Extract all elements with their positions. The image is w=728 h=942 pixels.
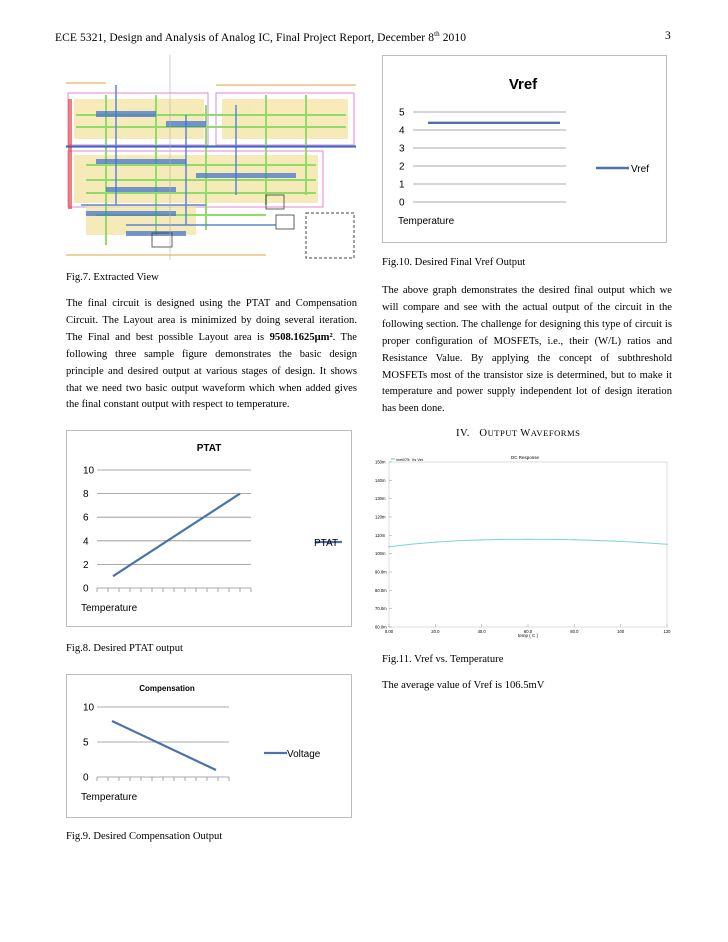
sim-x-tick-label: 0.00 — [384, 629, 394, 634]
sim-y-tick-label: 70.0m — [375, 606, 387, 612]
fig9-caption: Fig.9. Desired Compensation Output — [66, 831, 223, 842]
sim-legend-label: /net075: Vs Vel — [396, 457, 423, 462]
compensation-series-line — [112, 721, 216, 770]
ptat-series-line — [113, 494, 240, 577]
sim-y-tick-label: 90.0m — [375, 569, 387, 575]
ptat-y-tick-label: 8 — [83, 489, 89, 501]
left-paragraph-part2: . The following three sample figure demonstrates the basic design principle and desired output at various stages of design. It shows that we need two basic output waveform which when added gives the final constant output with respect to temperature. — [66, 331, 357, 411]
sim-x-tick-label: 100 — [617, 629, 625, 634]
vref-y-tick-label: 0 — [399, 197, 405, 209]
sim-x-tick-label: 20.0 — [431, 629, 440, 634]
compensation-chart-title: Compensation — [139, 684, 195, 693]
sim-x-tick-label: 120 — [663, 629, 671, 634]
fig11-caption: Fig.11. Vref vs. Temperature — [382, 654, 504, 665]
comp-y-tick-label: 10 — [83, 702, 95, 714]
vref-y-tick-label: 3 — [399, 143, 405, 155]
sim-y-tick-label: 100m — [375, 551, 386, 557]
running-title-year: 2010 — [439, 31, 467, 44]
sim-x-tick-label: 40.0 — [477, 629, 486, 634]
left-paragraph-part1: The final circuit is designed using the PTAT and Compensation Circuit. The Layout area is minimized by doing several iteration. The Final and best possible Layout area is — [66, 298, 357, 343]
sim-chart-title: DC Response — [510, 455, 540, 460]
ptat-y-tick-label: 4 — [83, 536, 89, 548]
average-vref-text: The average value of Vref is 106.5mV — [382, 680, 545, 691]
comp-y-tick-label: 5 — [83, 737, 89, 749]
sim-plot-frame — [389, 462, 667, 627]
compensation-legend-label: Voltage — [287, 749, 321, 760]
running-title-sup: th — [434, 30, 440, 38]
vref-y-tick-label: 5 — [399, 107, 405, 119]
simulation-waveform — [370, 448, 676, 638]
extracted-layout-figure — [66, 55, 356, 260]
sim-x-tick-label: 80.0 — [570, 629, 579, 634]
sim-y-tick-label: 110m — [375, 532, 386, 538]
vref-y-tick-label: 4 — [399, 125, 405, 137]
vref-x-axis-label: Temperature — [398, 216, 455, 227]
section-title-rest: UTPUT — [487, 428, 521, 438]
sim-series-line — [389, 539, 667, 547]
section-title-rest-2: AVEFORMS — [530, 428, 581, 438]
section-heading — [456, 428, 580, 439]
ptat-y-tick-label: 6 — [83, 512, 89, 524]
sim-x-tick-label: 60.0 — [523, 629, 533, 634]
section-title-initial-2: W — [520, 428, 531, 439]
ptat-chart — [66, 430, 352, 627]
ptat-y-tick-label: 2 — [83, 559, 89, 571]
left-paragraph — [66, 296, 357, 414]
sim-y-tick-label: 140m — [375, 477, 386, 483]
fig7-caption: Fig.7. Extracted View — [66, 272, 159, 283]
ptat-legend-label: PTAT — [314, 538, 339, 549]
fig8-caption: Fig.8. Desired PTAT output — [66, 643, 183, 654]
layout-area-value: 9508.1625μm² — [269, 331, 333, 343]
running-header — [55, 30, 466, 44]
section-title-initial: O — [479, 428, 488, 439]
vref-legend-label: Vref — [631, 164, 649, 175]
ptat-y-tick-label: 0 — [83, 583, 89, 595]
compensation-chart — [66, 674, 352, 818]
ptat-chart-title: PTAT — [196, 443, 222, 454]
compensation-x-axis-label: Temperature — [81, 792, 138, 803]
sim-x-axis-label: temp ( C ) — [517, 633, 539, 638]
vref-chart — [382, 55, 667, 243]
running-title: ECE 5321, Design and Analysis of Analog IC, Final Project Report, December 8 — [55, 31, 435, 44]
fig10-caption: Fig.10. Desired Final Vref Output — [382, 257, 526, 268]
vref-chart-title: Vref — [508, 76, 538, 93]
right-paragraph: The above graph demonstrates the desired final output which we will compare and see with the actual output of the circuit in the following section. The challenge for designing this type of circuit is proper configuration of MOSFETs, i.e., their (W/L) ratios and Resistance Value. By applying the concept of subthreshold MOSFETs most of the transistor size is determined, but to make it temperature and power supply independent lot of design iteration has been done. — [382, 285, 672, 415]
comp-y-tick-label: 0 — [83, 772, 89, 784]
sim-y-tick-label: 80.0m — [375, 587, 387, 593]
vref-y-tick-label: 2 — [399, 161, 405, 173]
sim-y-tick-label: 60.0m — [375, 624, 387, 630]
sim-y-tick-label: 120m — [375, 514, 386, 520]
sim-y-tick-label: 130m — [375, 496, 386, 502]
sim-y-tick-label: 150m — [375, 459, 386, 465]
vref-y-tick-label: 1 — [399, 179, 405, 191]
layout-drawing — [66, 55, 356, 260]
page-number: 3 — [665, 30, 671, 42]
ptat-x-axis-label: Temperature — [81, 603, 138, 614]
section-number: IV. — [456, 428, 470, 439]
ptat-y-tick-label: 10 — [83, 465, 95, 477]
